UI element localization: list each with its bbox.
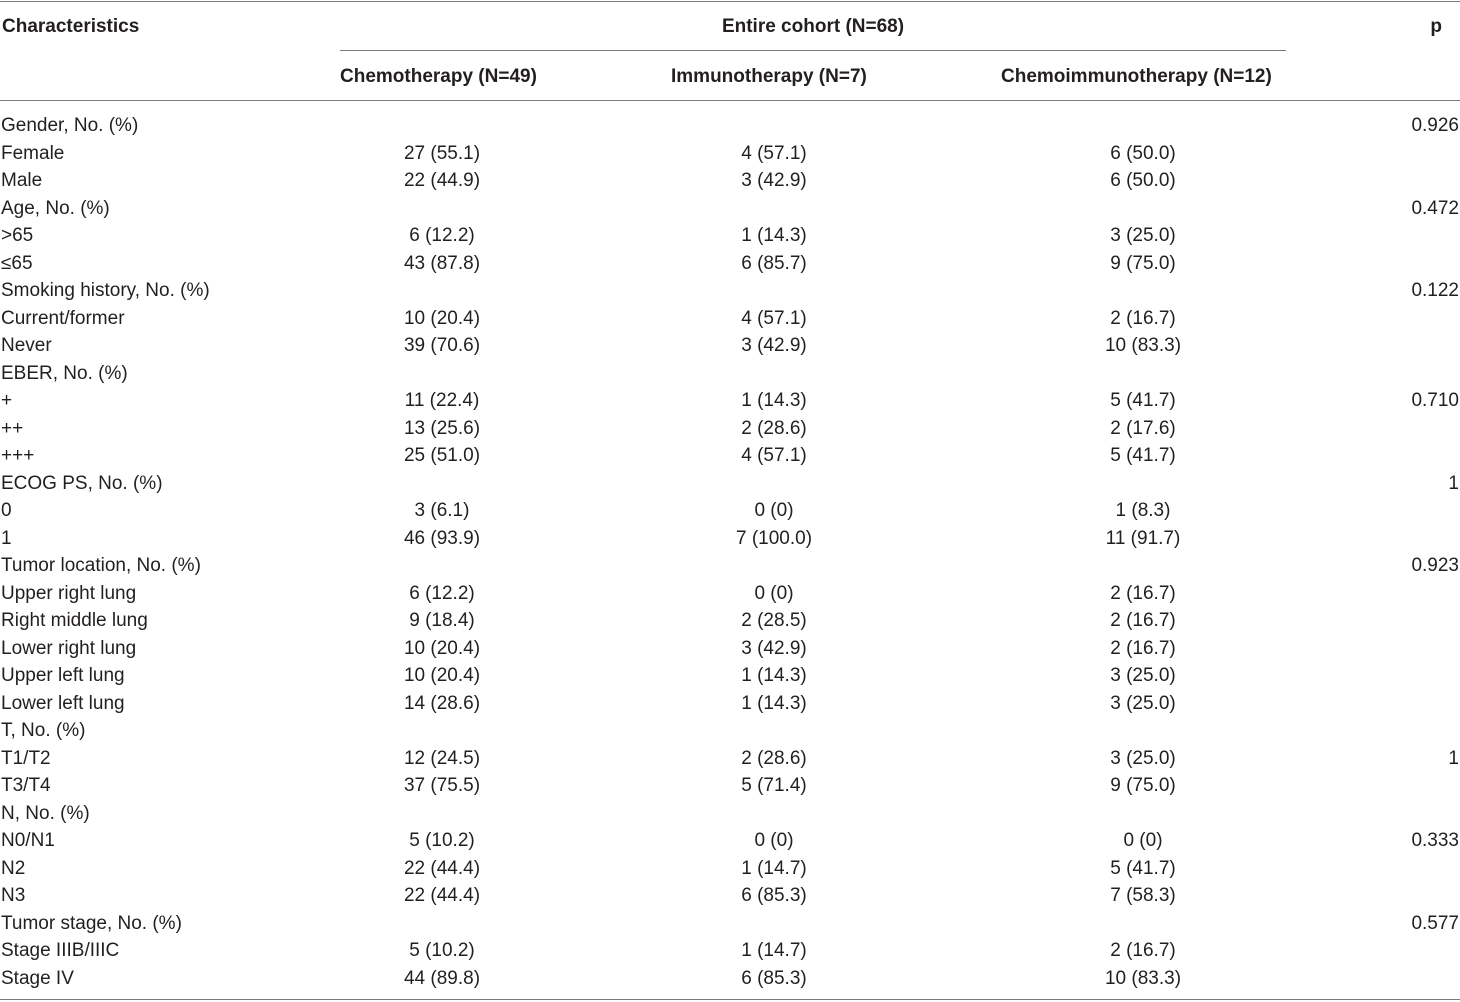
header-p-value: p xyxy=(1430,16,1442,37)
row-label: Male xyxy=(1,170,43,191)
cell-immunotherapy: 3 (42.9) xyxy=(741,637,807,659)
cell-immunotherapy: 1 (14.3) xyxy=(741,665,807,686)
cell-chemotherapy: 22 (44.4) xyxy=(403,885,481,906)
cell-chemotherapy: 44 (89.8) xyxy=(403,967,481,989)
row-label: Stage IV xyxy=(1,967,74,989)
table-row xyxy=(0,442,1460,470)
cell-chemotherapy: 10 (20.4) xyxy=(403,665,481,686)
cell-chemoimmunotherapy: 5 (41.7) xyxy=(1110,390,1176,411)
table-row xyxy=(0,332,1460,360)
cell-immunotherapy: 2 (28.5) xyxy=(741,610,807,631)
cell-chemotherapy: 5 (10.2) xyxy=(409,940,475,961)
cell-p-value: 0.926 xyxy=(1411,115,1459,136)
row-label: Tumor location, No. (%) xyxy=(1,555,201,576)
table-row xyxy=(0,662,1460,690)
cell-chemoimmunotherapy: 9 (75.0) xyxy=(1110,775,1176,796)
cell-chemoimmunotherapy: 5 (41.7) xyxy=(1110,445,1176,466)
cell-chemoimmunotherapy: 5 (41.7) xyxy=(1110,857,1176,879)
row-label: Lower right lung xyxy=(1,637,137,659)
row-label: Stage IIIB/IIIC xyxy=(1,940,120,961)
header-characteristics: Characteristics xyxy=(2,16,140,37)
cell-chemoimmunotherapy: 3 (25.0) xyxy=(1110,225,1176,246)
cell-immunotherapy: 7 (100.0) xyxy=(735,527,813,549)
table-row xyxy=(0,827,1460,855)
cell-chemoimmunotherapy: 3 (25.0) xyxy=(1110,665,1176,686)
row-label: Tumor stage, No. (%) xyxy=(1,912,182,934)
table-row xyxy=(0,635,1460,663)
row-label: ECOG PS, No. (%) xyxy=(1,472,163,494)
table-row xyxy=(0,607,1460,635)
table-row xyxy=(0,497,1460,525)
table-row xyxy=(0,882,1460,910)
row-label: Age, No. (%) xyxy=(1,197,110,219)
header-chemotherapy: Chemotherapy (N=49) xyxy=(340,66,537,87)
cell-immunotherapy: 2 (28.6) xyxy=(741,417,807,439)
table-row xyxy=(0,525,1460,553)
cell-chemoimmunotherapy: 2 (16.7) xyxy=(1110,637,1176,659)
cell-p-value: 0.333 xyxy=(1411,830,1459,851)
cell-immunotherapy: 1 (14.7) xyxy=(741,940,807,961)
cell-chemoimmunotherapy: 2 (16.7) xyxy=(1110,940,1176,961)
table-row xyxy=(0,470,1460,498)
table-row xyxy=(0,717,1460,745)
table-row xyxy=(0,250,1460,278)
cell-chemoimmunotherapy: 3 (25.0) xyxy=(1110,692,1176,714)
row-label: Never xyxy=(1,335,52,356)
cell-chemotherapy: 27 (55.1) xyxy=(403,142,481,164)
cell-immunotherapy: 1 (14.7) xyxy=(741,857,807,879)
table-row xyxy=(0,855,1460,883)
cell-p-value: 1 xyxy=(1448,472,1459,494)
header-immunotherapy: Immunotherapy (N=7) xyxy=(671,66,867,87)
cell-chemotherapy: 9 (18.4) xyxy=(409,610,475,631)
cell-immunotherapy: 4 (57.1) xyxy=(741,445,807,466)
cell-immunotherapy: 1 (14.3) xyxy=(741,225,807,246)
cell-chemotherapy: 6 (12.2) xyxy=(409,582,475,604)
row-label: 0 xyxy=(1,500,12,521)
cell-chemotherapy: 46 (93.9) xyxy=(403,527,481,549)
row-label: Upper left lung xyxy=(1,665,125,686)
table-row xyxy=(0,745,1460,773)
table-bottom-rule xyxy=(0,999,1460,1000)
table-row xyxy=(0,910,1460,938)
cell-p-value: 0.710 xyxy=(1411,390,1459,411)
cell-immunotherapy: 6 (85.7) xyxy=(741,252,807,274)
cell-immunotherapy: 5 (71.4) xyxy=(741,775,807,796)
cell-chemotherapy: 11 (22.4) xyxy=(404,390,480,411)
cell-p-value: 0.472 xyxy=(1411,197,1459,219)
cell-p-value: 0.122 xyxy=(1411,280,1459,301)
cell-p-value: 0.577 xyxy=(1411,912,1459,934)
cell-chemotherapy: 12 (24.5) xyxy=(403,747,481,769)
cell-immunotherapy: 0 (0) xyxy=(754,500,794,521)
table-row xyxy=(0,167,1460,195)
table-body xyxy=(0,112,1460,992)
row-label: >65 xyxy=(1,225,34,246)
cell-chemotherapy: 22 (44.9) xyxy=(403,170,481,191)
cell-immunotherapy: 4 (57.1) xyxy=(741,142,807,164)
table-row xyxy=(0,772,1460,800)
cell-immunotherapy: 0 (0) xyxy=(754,830,794,851)
table-row xyxy=(0,690,1460,718)
cell-chemoimmunotherapy: 0 (0) xyxy=(1123,830,1163,851)
cell-p-value: 1 xyxy=(1448,747,1459,769)
cell-chemotherapy: 14 (28.6) xyxy=(403,692,481,714)
cell-chemotherapy: 22 (44.4) xyxy=(403,857,481,879)
row-label: EBER, No. (%) xyxy=(1,362,128,384)
cell-immunotherapy: 1 (14.3) xyxy=(741,692,807,714)
table-row xyxy=(0,222,1460,250)
row-label: N2 xyxy=(1,857,26,879)
cell-immunotherapy: 2 (28.6) xyxy=(741,747,807,769)
cell-chemotherapy: 3 (6.1) xyxy=(414,500,470,521)
cell-chemotherapy: 39 (70.6) xyxy=(403,335,481,356)
cell-chemoimmunotherapy: 6 (50.0) xyxy=(1110,170,1176,191)
cell-p-value: 0.923 xyxy=(1411,555,1459,576)
row-label: +++ xyxy=(1,445,35,466)
cell-chemotherapy: 10 (20.4) xyxy=(403,637,481,659)
table-row xyxy=(0,387,1460,415)
table-row xyxy=(0,360,1460,388)
cell-chemoimmunotherapy: 6 (50.0) xyxy=(1110,142,1176,164)
cell-immunotherapy: 6 (85.3) xyxy=(741,967,807,989)
cell-immunotherapy: 3 (42.9) xyxy=(741,335,807,356)
row-label: T, No. (%) xyxy=(1,720,86,741)
cell-chemoimmunotherapy: 2 (16.7) xyxy=(1110,610,1176,631)
row-label: + xyxy=(1,390,13,411)
row-label: Upper right lung xyxy=(1,582,137,604)
table-row xyxy=(0,112,1460,140)
cell-immunotherapy: 6 (85.3) xyxy=(741,885,807,906)
header-span-rule xyxy=(340,50,1286,51)
table-row xyxy=(0,800,1460,828)
cell-immunotherapy: 1 (14.3) xyxy=(741,390,807,411)
row-label: ++ xyxy=(1,417,24,439)
cell-chemotherapy: 37 (75.5) xyxy=(403,775,481,796)
header-chemoimmunotherapy: Chemoimmunotherapy (N=12) xyxy=(1001,66,1272,87)
cell-immunotherapy: 0 (0) xyxy=(754,582,794,604)
table-row xyxy=(0,277,1460,305)
cell-chemoimmunotherapy: 7 (58.3) xyxy=(1110,885,1176,906)
table-row xyxy=(0,305,1460,333)
cell-chemoimmunotherapy: 1 (8.3) xyxy=(1115,500,1171,521)
table-row xyxy=(0,580,1460,608)
cell-chemoimmunotherapy: 10 (83.3) xyxy=(1104,335,1182,356)
cell-chemotherapy: 43 (87.8) xyxy=(403,252,481,274)
cell-chemoimmunotherapy: 10 (83.3) xyxy=(1104,967,1182,989)
cell-chemotherapy: 5 (10.2) xyxy=(409,830,475,851)
row-label: Current/former xyxy=(1,307,125,329)
table-row xyxy=(0,195,1460,223)
row-label: N, No. (%) xyxy=(1,802,90,824)
table-row xyxy=(0,937,1460,965)
row-label: N3 xyxy=(1,885,26,906)
cell-chemotherapy: 6 (12.2) xyxy=(409,225,475,246)
cell-chemoimmunotherapy: 2 (17.6) xyxy=(1110,417,1176,439)
row-label: Lower left lung xyxy=(1,692,125,714)
table-row xyxy=(0,415,1460,443)
cell-chemotherapy: 13 (25.6) xyxy=(403,417,481,439)
row-label: ≤65 xyxy=(1,252,33,274)
header-bottom-rule xyxy=(0,100,1460,101)
header-entire-cohort: Entire cohort (N=68) xyxy=(721,16,905,37)
cell-chemoimmunotherapy: 11 (91.7) xyxy=(1105,527,1181,549)
cell-chemoimmunotherapy: 2 (16.7) xyxy=(1110,307,1176,329)
row-label: Female xyxy=(1,142,65,164)
row-label: T3/T4 xyxy=(1,775,51,796)
cell-chemotherapy: 10 (20.4) xyxy=(403,307,481,329)
table-row xyxy=(0,552,1460,580)
row-label: 1 xyxy=(1,527,12,549)
row-label: Right middle lung xyxy=(1,610,148,631)
table-row xyxy=(0,965,1460,993)
row-label: T1/T2 xyxy=(1,747,51,769)
cell-chemoimmunotherapy: 9 (75.0) xyxy=(1110,252,1176,274)
row-label: Gender, No. (%) xyxy=(1,115,139,136)
cell-immunotherapy: 3 (42.9) xyxy=(741,170,807,191)
cell-chemoimmunotherapy: 2 (16.7) xyxy=(1110,582,1176,604)
row-label: Smoking history, No. (%) xyxy=(1,280,210,301)
cell-chemotherapy: 25 (51.0) xyxy=(403,445,481,466)
table-top-rule xyxy=(0,1,1460,2)
cell-chemoimmunotherapy: 3 (25.0) xyxy=(1110,747,1176,769)
table-row xyxy=(0,140,1460,168)
cell-immunotherapy: 4 (57.1) xyxy=(741,307,807,329)
row-label: N0/N1 xyxy=(1,830,55,851)
